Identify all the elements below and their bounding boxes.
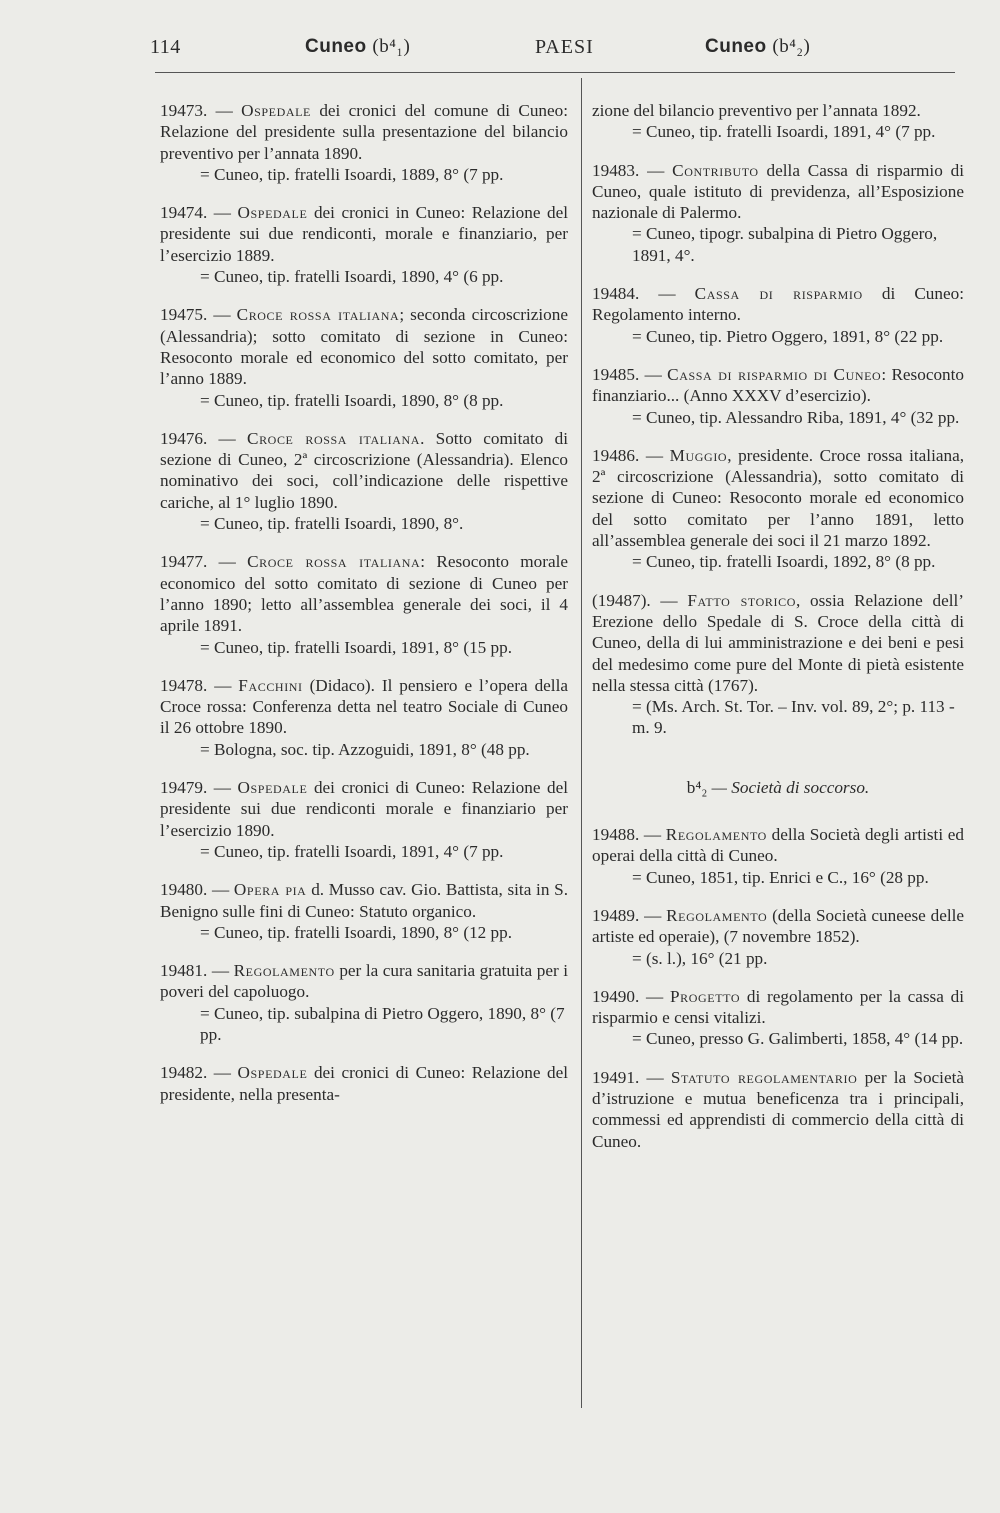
entry-number: 19479. [160, 778, 208, 798]
entry-text: 19490. — Progetto di regolamento per la cassa di risparmio e censi vitalizi. [592, 986, 965, 1028]
entry-imprint: = Cuneo, tip. Alessandro Riba, 1891, 4° (32 pp. [632, 407, 960, 427]
right-column [592, 100, 964, 1169]
entry-number: 19484. [592, 284, 640, 304]
entry-number: 19483. [592, 160, 640, 180]
entry-keyword: Ospedale [241, 101, 311, 120]
header-rule [155, 72, 955, 73]
entry-keyword: Croce rossa italiana [247, 428, 421, 448]
entry-description: , ossia Relazione dell’ Erezione dello Spedale di S. Croce della città di Cuneo, della di lui amministrazione e dei beni e pesi del medesimo come pure del Monte di pietà esistente nella stessa città (1767). [592, 590, 964, 695]
entry-keyword: Fatto storico [687, 590, 796, 610]
left-running-head [305, 36, 410, 58]
entry-description: , presidente. Croce rossa italiana, 2ª circoscrizione (Alessandria), sotto comitato di sezione di Cuneo: Resoconto morale ed economico del sotto comitato per l’anno 1891, letto all’assemblea generale dei soci il 21 marzo 1892. [592, 445, 965, 551]
entry-text: 19476. — Croce rossa italiana. Sotto comitato di sezione di Cuneo, 2ª circoscrizione (Alessandria). Elenco nominativo dei soci, coll’indicazione delle rispettive cariche, al 1° luglio 1890. [160, 428, 569, 512]
entry-description: per la cura sanitaria gratuita per i poveri del capoluogo. [160, 961, 569, 1002]
entry-imprint: = Cuneo, tip. fratelli Isoardi, 1892, 8° (8 pp. [632, 552, 936, 572]
catalog-entry [592, 364, 964, 428]
entry-text: 19473. — Ospedale dei cronici del comune di Cuneo: Relazione del presidente sulla presentazione del bilancio preventivo per l’annata 1890. [160, 101, 569, 163]
left-column [160, 100, 568, 1122]
entry-text: 19478. — Facchini (Didaco). Il pensiero e l’opera della Croce rossa: Conferenza detta nel teatro Sociale di Cuneo il 26 ottobre 1890. [160, 675, 568, 738]
entry-text: 19486. — Muggio, presidente. Croce rossa italiana, 2ª circoscrizione (Alessandria), sotto comitato di sezione di Cuneo: Resoconto morale ed economico del sotto comitato per l’anno 1891, letto all’assemblea generale dei soci il 21 marzo 1892. [592, 445, 965, 551]
entry-imprint: = Cuneo, tipogr. subalpina di Pietro Oggero, 1891, 4°. [632, 224, 938, 265]
left-head-title: Cuneo [305, 36, 367, 57]
center-running-head: PAESI [535, 36, 594, 58]
entry-imprint: = Cuneo, tip. fratelli Isoardi, 1891, 4° (7 pp. [200, 841, 504, 861]
entry-keyword: Regolamento [665, 825, 767, 845]
entry-number: 19475. [160, 305, 208, 325]
entry-text [592, 100, 964, 121]
section-dash: — [707, 777, 732, 797]
entry-number: 19491. [592, 1067, 640, 1087]
entry-number: 19481. [160, 961, 208, 981]
right-running-head [705, 36, 810, 58]
entry-description: della Cassa di risparmio di Cuneo, quale istituto di previdenza, all’Esposizione nazionale di Palermo. [592, 160, 964, 223]
entry-keyword: Regolamento [233, 961, 335, 981]
entry-imprint: = Cuneo, 1851, tip. Enrici e C., 16° (28 pp. [632, 867, 929, 887]
entry-description: dei cronici di Cuneo: Relazione del presidente sui due rendiconti morale e finanziario per l’esercizio 1890. [160, 778, 569, 840]
entry-number: 19474. [160, 203, 208, 223]
catalog-entry [592, 905, 964, 969]
entry-description: d. Musso cav. Gio. Battista, sita in S. Benigno sulle fini di Cuneo: Statuto organico. [160, 880, 569, 921]
catalog-entry [160, 1062, 568, 1105]
entry-imprint: = Bologna, soc. tip. Azzoguidi, 1891, 8° (48 pp. [200, 739, 530, 759]
catalog-entry [160, 428, 568, 534]
catalog-entry [592, 824, 964, 888]
entry-keyword: Cassa di risparmio di Cuneo [667, 364, 882, 384]
right-column-top [592, 100, 964, 739]
entry-keyword: Statuto regolamentario [670, 1067, 858, 1087]
entry-description: dei cronici di Cuneo: Relazione del presidente, nella presenta- [160, 1063, 569, 1104]
entry-description: (della Società cuneese delle artiste ed operaie), (7 novembre 1852). [592, 905, 964, 947]
entry-description: di regolamento per la cassa di risparmio e censi vitalizi. [592, 986, 965, 1028]
entry-number: 19473. [160, 101, 208, 120]
catalog-entry [592, 986, 964, 1050]
column-divider [581, 78, 582, 1408]
section-title-text: Società di soccorso. [731, 777, 870, 797]
entry-imprint: = Cuneo, tip. fratelli Isoardi, 1890, 8° (12 pp. [200, 922, 513, 942]
entry-text: 19484. — Cassa di risparmio di Cuneo: Regolamento interno. [592, 284, 964, 325]
entry-description: (Didaco). Il pensiero e l’opera della Croce rossa: Conferenza detta nel teatro Sociale di Cuneo il 26 ottobre 1890. [160, 675, 568, 738]
entry-text: 19480. — Opera pia d. Musso cav. Gio. Battista, sita in S. Benigno sulle fini di Cuneo: Statuto organico. [160, 880, 569, 921]
entry-keyword: Cassa di risparmio [694, 284, 863, 304]
entry-number: 19486. [592, 445, 640, 465]
entry-description: di Cuneo: Regolamento interno. [592, 284, 964, 325]
entry-number: 19490. [592, 986, 640, 1006]
entry-keyword: Regolamento [666, 905, 768, 925]
entry-keyword: Ospedale [237, 203, 308, 223]
catalog-entry [160, 960, 568, 1045]
entry-keyword: Progetto [670, 986, 741, 1006]
catalog-entry [160, 777, 568, 862]
entry-keyword: Ospedale [237, 778, 308, 798]
entry-keyword: Facchini [238, 675, 303, 695]
page-number: 114 [150, 36, 181, 58]
catalog-entry [592, 100, 964, 143]
catalog-entry [160, 304, 568, 410]
entry-description: . Sotto comitato di sezione di Cuneo, 2ª circoscrizione (Alessandria). Elenco nominativo dei soci, coll’indicazione delle rispettive cariche, al 1° luglio 1890. [160, 428, 569, 512]
entry-text: 19489. — Regolamento (della Società cuneese delle artiste ed operaie), (7 novembre 1852). [592, 905, 964, 947]
entry-number: (19487). [592, 590, 651, 610]
right-head-code: (b⁴₂) [772, 36, 811, 57]
entry-description: zione del bilancio preventivo per l’annata 1892. [592, 101, 921, 120]
entry-description: dei cronici del comune di Cuneo: Relazione del presidente sulla presentazione del bilancio preventivo per l’annata 1890. [160, 101, 569, 163]
entry-imprint: = Cuneo, tip. fratelli Isoardi, 1890, 8°. [200, 514, 464, 534]
entry-text: (19487). — Fatto storico, ossia Relazione dell’ Erezione dello Spedale di S. Croce della città di Cuneo, della di lui amministrazione e dei beni e pesi del medesimo come pure del Monte di pietà esistente nella stessa città (1767). [592, 590, 964, 695]
entry-imprint: = (Ms. Arch. St. Tor. – Inv. vol. 89, 2°; p. 113 - m. 9. [632, 697, 955, 738]
entry-number: 19482. [160, 1063, 208, 1083]
entry-text: 19481. — Regolamento per la cura sanitaria gratuita per i poveri del capoluogo. [160, 961, 569, 1002]
catalog-entry [592, 1067, 964, 1152]
entry-keyword: Croce rossa italiana [236, 305, 400, 325]
catalog-entry [160, 100, 568, 185]
catalog-entry [592, 160, 964, 266]
entry-imprint: = Cuneo, tip. Pietro Oggero, 1891, 8° (22 pp. [632, 326, 944, 346]
entry-description: per la Società d’istruzione e mutua beneficenza tra i principali, commessi ed apprendisti di commercio della città di Cuneo. [592, 1067, 964, 1151]
entry-imprint: = Cuneo, tip. fratelli Isoardi, 1891, 8° (15 pp. [200, 637, 513, 657]
entry-description: dei cronici in Cuneo: Relazione del presidente sui due rendiconti, morale e finanziario, per l’esercizio 1889. [160, 203, 569, 265]
entry-number: 19476. [160, 428, 208, 448]
section-title [592, 777, 964, 798]
entry-text: 19483. — Contributo della Cassa di risparmio di Cuneo, quale istituto di previdenza, all’Esposizione nazionale di Palermo. [592, 160, 964, 223]
entry-description: : Resoconto finanziario... (Anno XXXV d’esercizio). [592, 364, 965, 406]
entry-imprint: = Cuneo, tip. fratelli Isoardi, 1889, 8° (7 pp. [200, 164, 504, 184]
entry-number: 19478. [160, 675, 208, 695]
page-header [150, 36, 940, 70]
entry-text: 19488. — Regolamento della Società degli artisti ed operai della città di Cuneo. [592, 825, 964, 866]
entry-text: 19485. — Cassa di risparmio di Cuneo: Resoconto finanziario... (Anno XXXV d’esercizio). [592, 364, 965, 406]
entry-number: 19485. [592, 364, 640, 384]
entry-keyword: Ospedale [237, 1063, 308, 1083]
entry-description: : Resoconto morale economico del sotto comitato di sezione di Cuneo per l’anno 1890; letto all’assemblea generale dei soci, il 4 aprile 1891. [160, 552, 568, 636]
right-column-bottom [592, 824, 964, 1152]
entry-keyword: Opera pia [233, 880, 307, 900]
entry-number: 19489. [592, 905, 640, 925]
entry-imprint: = Cuneo, presso G. Galimberti, 1858, 4° (14 pp. [632, 1029, 964, 1049]
catalog-entry [160, 879, 568, 943]
catalog-entry [592, 283, 964, 347]
catalog-entry [160, 551, 568, 657]
entry-imprint: = Cuneo, tip. fratelli Isoardi, 1890, 4° (6 pp. [200, 267, 504, 287]
right-head-title: Cuneo [705, 36, 767, 57]
catalog-entry [592, 445, 964, 573]
entry-text: 19491. — Statuto regolamentario per la Società d’istruzione e mutua beneficenza tra i principali, commessi ed apprendisti di commercio della città di Cuneo. [592, 1067, 964, 1151]
entry-imprint: = Cuneo, tip. fratelli Isoardi, 1890, 8° (8 pp. [200, 390, 504, 410]
entry-number: 19480. [160, 880, 208, 900]
entry-keyword: Muggio [669, 445, 728, 465]
entry-description: ; seconda circoscrizione (Alessandria); sotto comitato di sezione in Cuneo: Resoconto morale ed economico del sotto comitato, per l’anno 1889. [160, 305, 568, 389]
entry-imprint: = Cuneo, tip. subalpina di Pietro Oggero, 1890, 8° (7 pp. [200, 1003, 565, 1044]
entry-text: 19475. — Croce rossa italiana; seconda circoscrizione (Alessandria); sotto comitato di sezione in Cuneo: Resoconto morale ed economico del sotto comitato, per l’anno 1889. [160, 305, 568, 389]
catalog-entry [592, 590, 964, 739]
catalog-entry [160, 202, 568, 287]
entry-imprint: = Cuneo, tip. fratelli Isoardi, 1891, 4° (7 pp. [632, 122, 936, 142]
section-code: b⁴₂ [686, 777, 708, 797]
entry-text: 19474. — Ospedale dei cronici in Cuneo: Relazione del presidente sui due rendiconti, morale e finanziario, per l’esercizio 1889. [160, 203, 569, 265]
entry-text: 19479. — Ospedale dei cronici di Cuneo: Relazione del presidente sui due rendiconti morale e finanziario per l’esercizio 1890. [160, 778, 569, 840]
entry-imprint: = (s. l.), 16° (21 pp. [632, 948, 768, 968]
entry-number: 19477. [160, 552, 208, 572]
left-head-code: (b⁴₁) [372, 36, 411, 57]
entry-keyword: Contributo [672, 160, 759, 180]
entry-number: 19488. [592, 825, 640, 845]
entry-text: 19482. — Ospedale dei cronici di Cuneo: Relazione del presidente, nella presenta- [160, 1063, 569, 1104]
entry-description: della Società degli artisti ed operai della città di Cuneo. [592, 825, 964, 866]
entry-keyword: Croce rossa italiana [247, 552, 421, 572]
entry-text: 19477. — Croce rossa italiana: Resoconto morale economico del sotto comitato di sezione di Cuneo per l’anno 1890; letto all’assemblea generale dei soci, il 4 aprile 1891. [160, 552, 568, 636]
catalog-entry [160, 675, 568, 760]
